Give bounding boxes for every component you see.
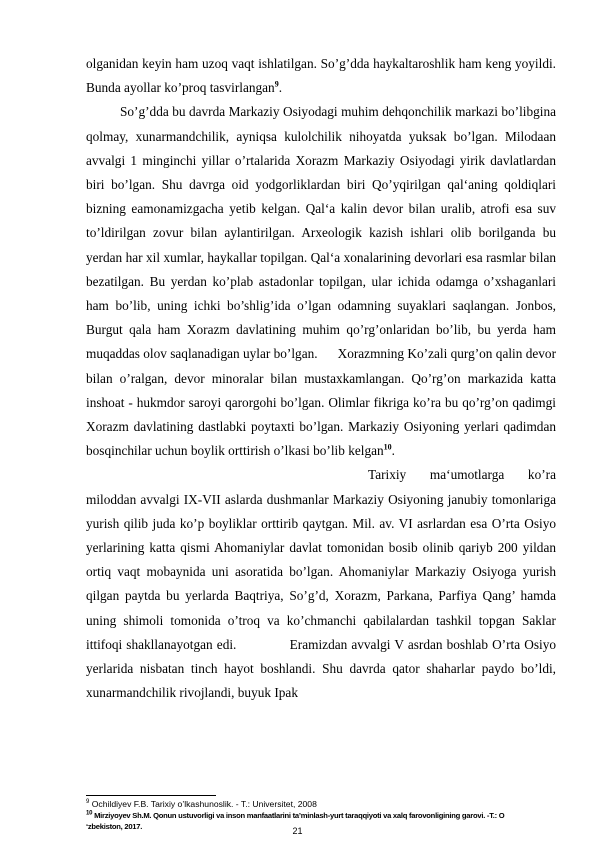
footnote-ref-10[interactable]: 10	[383, 442, 392, 452]
footnote-10-line-2: ‘zbekiston, 2017.	[86, 822, 143, 831]
paragraph-2-end: .	[391, 443, 395, 459]
paragraph-2b-text: Xorazmning Ko’zali qurg’on qalin devor bilan o’ralgan, devor minoralar bilan mustaxkamlangan. Qo’rg’on markazida katta inshoat - hukmdor saroyi qarorgohi bo’lgan. Olimlar fikriga ko’ra bu qo’rg’on qadimgi Xorazm davlatining dastlabki poytaxti bo’lgan. Markaziy Osiyoning yerlari qadimdan bosqinchilar uchun boylik orttirish o’lkasi bo’lib kelgan	[86, 346, 556, 459]
footnote-10-number: 10	[86, 810, 93, 817]
footnote-divider	[86, 795, 216, 796]
footnote-10-line-1: Mirziyoyev Sh.M. Qonun ustuvorligi va inson manfaatlarini ta’minlash-yurt taraqqiyoti va xalq farovonligining garovi. -T.: O	[94, 811, 505, 820]
paragraph-1	[86, 52, 556, 100]
footnote-9-number: 9	[86, 799, 90, 806]
footnote-9-text: Ochildiyev F.B. Tarixiy o’lkashunoslik. - T.: Universitet, 2008	[91, 799, 317, 809]
paragraph-1-text: olganidan keyin ham uzoq vaqt ishlatilgan. So’g’dda haykaltaroshlik ham keng yoyildi. Bunda ayollar ko’proq tasvirlangan	[86, 56, 556, 96]
footnote-ref-9[interactable]: 9	[274, 79, 279, 89]
paragraph-3a-text: Tarixiy ma‘umotlarga ko’ra miloddan avvalgi IX-VII aslarda dushmanlar Markaziy Osiyoning janubiy tomonlariga yurish qilib juda ko’p boyliklar orttirib qaytgan. Mil. av. VI asrlardan esa O’rta Osiyo yerlarining katta qismi Ahomaniylar davlat tomonidan bosib olinib qariyb 200 yildan ortiq vaqt mobaynida uni asoratida bo’lgan. Ahomaniylar Markaziy Osiyoga yurish qilgan paytda bu yerlarda Baqtriya, So’g’d, Xorazm, Parkana, Parfiya Qang’ hamda uning shimoli tomonida o’troq va ko’chmanchi qabilalardan tashkil topgan Saklar ittifoqi shakllanayotgan edi.	[86, 467, 556, 652]
page-body	[86, 52, 556, 705]
paragraph-1-end: .	[278, 80, 283, 96]
paragraph-3b-text: Eramizdan avvalgi V asrdan boshlab O’rta Osiyo yerlarida nisbatan tinch hayot boshlandi. Shu davrda qator shaharlar paydo bo’ldi, xunarmandchilik rivojlandi, buyuk Ipak	[86, 636, 557, 701]
paragraph-2a-text: So’g’dda bu davrda Markaziy Osiyodagi muhim dehqonchilik markazi bo’libgina qolmay, xunarmandchilik, ayniqsa kulolchilik nihoyatda yuksak bo’lgan. Milodaan avvalgi 1 minginchi yillar o’rtalarida Xorazm Markaziy Osiyodagi yirik davlatlardan biri bo’lgan. Shu davrga oid yodgorliklardan biri Qo’yqirilgan qal‘aning qoldiqlari bizning eamonamizgacha yetib kelgan. Qal‘a kalin devor bilan uralib, atrofi esa suv to’ldirilgan zovur bilan aylantirilgan. Arxeologik kazish ishlari olib borilganda bu yerdan har xil xumlar, haykallar topilgan. Qal‘a xonalarining devorlari esa rasmlar bilan bezatilgan. Bu yerdan ko’plab astadonlar topilgan, ular ichida odamga o’xshaganlari ham bo’lib, uning ichki bo’shlig’ida o’lgan odamning suyaklari saqlangan. Jonbos, Burgut qala ham Xorazm davlatining muhim qo’rg’onlaridan bo’lib, bu yerda ham muqaddas olov saqlanadigan uylar bo’lgan.	[86, 104, 556, 362]
paragraph-3	[86, 463, 556, 705]
page-number: 21	[292, 826, 303, 836]
paragraph-2	[86, 100, 556, 463]
footnote-9	[86, 799, 556, 810]
